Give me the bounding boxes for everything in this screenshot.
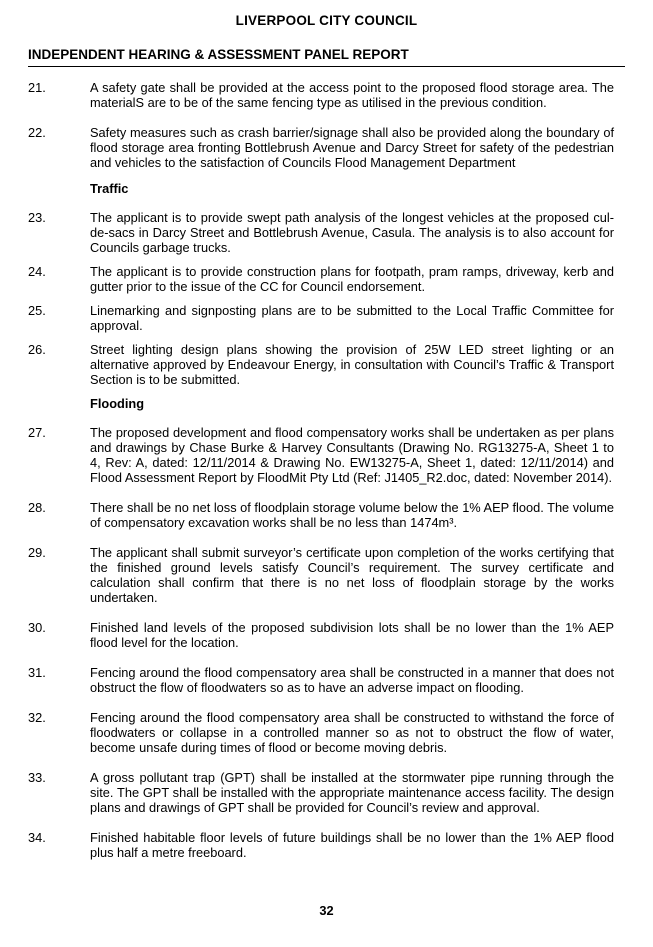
condition-text: A gross pollutant trap (GPT) shall be installed at the stormwater pipe running through the site. The GPT shall be installed with the appropriate maintenance access facility. The design plans and drawings of GPT shall be provided for Council’s review and approval. bbox=[90, 770, 614, 815]
condition-item bbox=[28, 125, 614, 170]
condition-number: 34. bbox=[28, 830, 46, 845]
condition-text: The applicant is to provide swept path analysis of the longest vehicles at the proposed cul-de-sacs in Darcy Street and Bottlebrush Avenue, Casula. The analysis is to also account for Councils garbage trucks. bbox=[90, 210, 614, 255]
condition-number: 29. bbox=[28, 545, 46, 560]
condition-text: Finished habitable floor levels of future buildings shall be no lower than the 1% AEP flood plus half a metre freeboard. bbox=[90, 830, 614, 860]
condition-number: 27. bbox=[28, 425, 46, 440]
condition-text: Linemarking and signposting plans are to be submitted to the Local Traffic Committee for approval. bbox=[90, 303, 614, 333]
condition-number: 30. bbox=[28, 620, 46, 635]
condition-number: 21. bbox=[28, 80, 46, 95]
condition-text: The proposed development and flood compensatory works shall be undertaken as per plans and drawings by Chase Burke & Harvey Consultants (Drawing No. RG13275-A, Sheet 1 to 4, Rev: A, dated: 12/11/2014 & Drawing No. EW13275-A, Sheet 1, dated: 12/11/2014) and Flood Assessment Report by FloodMit Pty Ltd (Ref: J1405_R2.doc, dated: November 2014). bbox=[90, 425, 614, 485]
condition-number: 31. bbox=[28, 665, 46, 680]
section-heading-flooding: Flooding bbox=[90, 396, 145, 411]
condition-item bbox=[28, 210, 614, 255]
condition-number: 28. bbox=[28, 500, 46, 515]
condition-item bbox=[28, 770, 614, 815]
condition-item bbox=[28, 665, 614, 695]
condition-text: A safety gate shall be provided at the access point to the proposed flood storage area. The materialS are to be of the same fencing type as utilised in the previous condition. bbox=[90, 80, 614, 110]
condition-item bbox=[28, 342, 614, 387]
condition-text: Safety measures such as crash barrier/signage shall also be provided along the boundary of flood storage area fronting Bottlebrush Avenue and Darcy Street for safety of the pedestrian and vehicles to the satisfaction of Councils Flood Management Department bbox=[90, 125, 614, 170]
condition-number: 23. bbox=[28, 210, 46, 225]
condition-text: The applicant is to provide construction plans for footpath, pram ramps, driveway, kerb and gutter prior to the issue of the CC for Council endorsement. bbox=[90, 264, 614, 294]
condition-number: 26. bbox=[28, 342, 46, 357]
condition-item bbox=[28, 303, 614, 333]
condition-item bbox=[28, 710, 614, 755]
condition-text: Finished land levels of the proposed subdivision lots shall be no lower than the 1% AEP flood level for the location. bbox=[90, 620, 614, 650]
condition-text: Fencing around the flood compensatory area shall be constructed in a manner that does not obstruct the flow of floodwaters so as to have an adverse impact on flooding. bbox=[90, 665, 614, 695]
condition-item bbox=[28, 264, 614, 294]
condition-number: 24. bbox=[28, 264, 46, 279]
condition-number: 22. bbox=[28, 125, 46, 140]
condition-number: 25. bbox=[28, 303, 46, 318]
report-title: INDEPENDENT HEARING & ASSESSMENT PANEL REPORT bbox=[28, 47, 409, 62]
section-heading-traffic: Traffic bbox=[90, 181, 129, 196]
condition-number: 32. bbox=[28, 710, 46, 725]
condition-text: The applicant shall submit surveyor’s certificate upon completion of the works certifying that the finished ground levels satisfy Council’s requirement. The survey certificate and calculation shall confirm that there is no net loss of floodplain storage by the works undertaken. bbox=[90, 545, 614, 605]
condition-item bbox=[28, 500, 614, 530]
condition-number: 33. bbox=[28, 770, 46, 785]
condition-item bbox=[28, 830, 614, 860]
conditions-list bbox=[28, 80, 614, 860]
condition-item bbox=[28, 620, 614, 650]
condition-text: Fencing around the flood compensatory area shall be constructed to withstand the force of floodwaters or collapse in a controlled manner so as not to obstruct the flow of water, become unsafe during times of flood or become moving debris. bbox=[90, 710, 614, 755]
condition-item bbox=[28, 80, 614, 110]
condition-item bbox=[28, 545, 614, 605]
header-divider bbox=[28, 66, 625, 67]
condition-text: Street lighting design plans showing the provision of 25W LED street lighting or an alternative approved by Endeavour Energy, in consultation with Council’s Traffic & Transport Section is to be submitted. bbox=[90, 342, 614, 387]
council-name: LIVERPOOL CITY COUNCIL bbox=[235, 13, 418, 28]
condition-item bbox=[28, 425, 614, 485]
page-number: 32 bbox=[319, 903, 334, 918]
condition-text: There shall be no net loss of floodplain storage volume below the 1% AEP flood. The volume of compensatory excavation works shall be no less than 1474m³. bbox=[90, 500, 614, 530]
